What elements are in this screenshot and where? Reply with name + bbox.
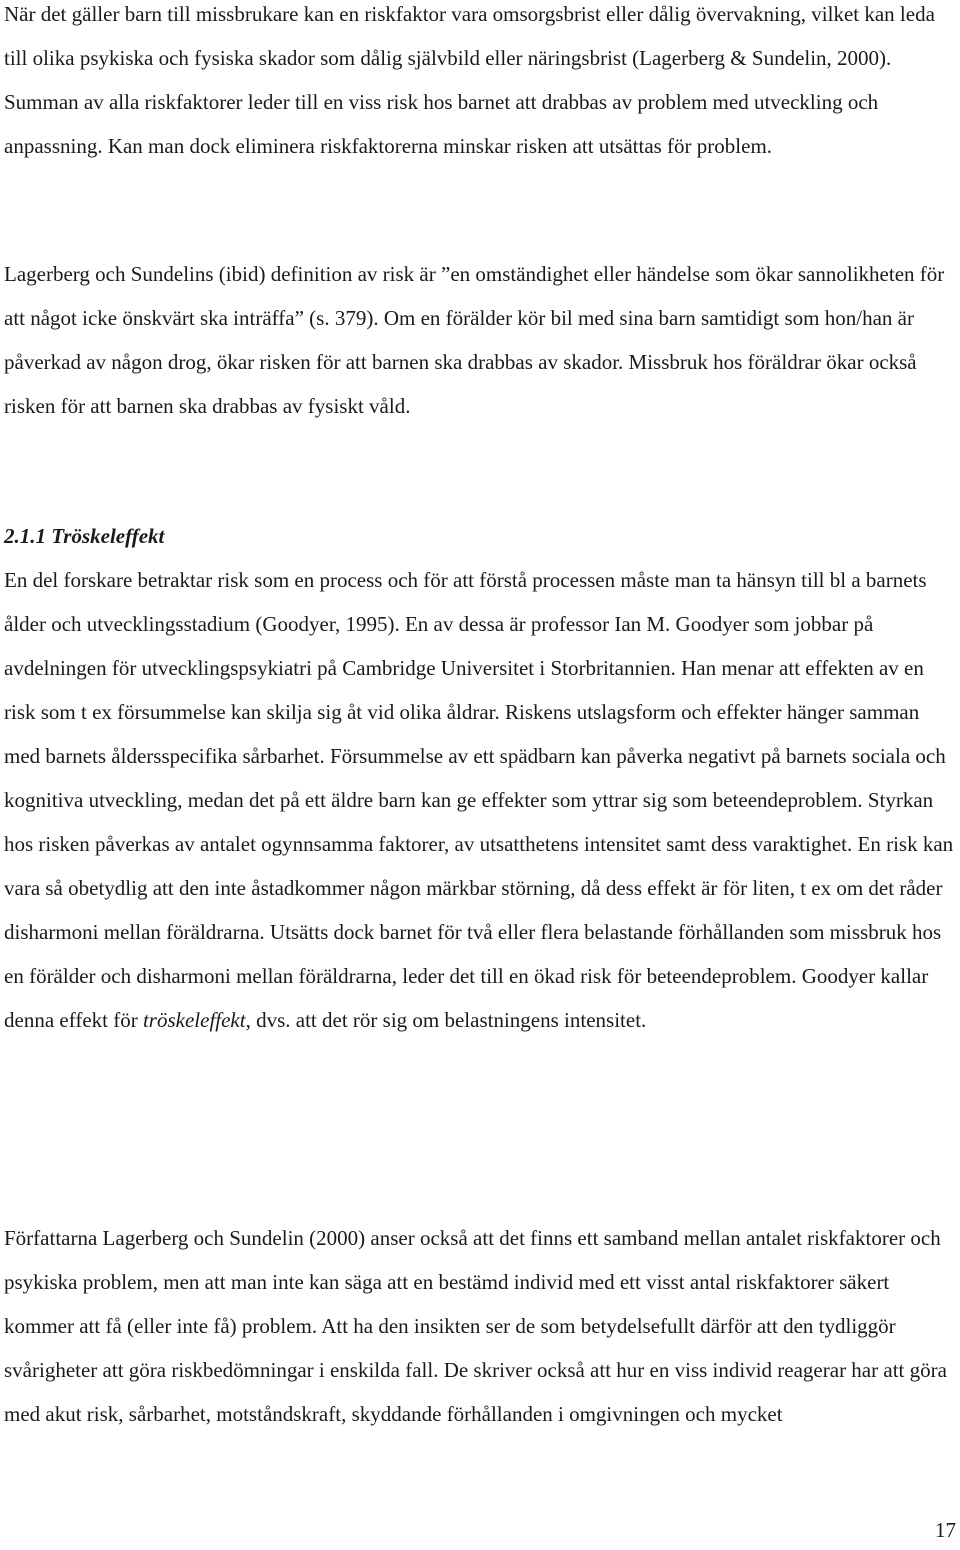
page-number: 17 bbox=[935, 1518, 956, 1542]
paragraph-3 bbox=[4, 558, 958, 1042]
text-run: När det gäller barn till missbrukare kan en riskfaktor vara omsorgsbrist eller dålig övervakning, vilket kan leda till olika psykiska och fysiska skador som dålig självbild eller näringsbrist (Lagerberg & Sundelin, 2000). Summan av alla riskfaktorer leder till en viss risk hos barnet att drabbas av problem med utveckling och anpassning. Kan man dock eliminera riskfaktorerna minskar risken att utsättas för problem. bbox=[4, 2, 935, 158]
paragraph-2 bbox=[4, 252, 958, 428]
italic-term: tröskeleffekt bbox=[142, 1008, 246, 1032]
text-run: , dvs. att det rör sig om belastningens intensitet. bbox=[245, 1008, 647, 1032]
paragraph-1 bbox=[4, 0, 958, 168]
text-run: Lagerberg och Sundelins (ibid) definition av risk är ”en omständighet eller händelse som ökar sannolikheten för att något icke önskvärt ska inträffa” (s. 379). Om en förälder kör bil med sina barn samtidigt som hon/han är påverkad av någon drog, ökar risken för att barnen ska drabbas av skador. Missbruk hos föräldrar ökar också risken för att barnen ska drabbas av fysiskt våld. bbox=[4, 262, 945, 418]
paragraph-4 bbox=[4, 1216, 958, 1436]
text-run: Författarna Lagerberg och Sundelin (2000) anser också att det finns ett samband mellan antalet riskfaktorer och psykiska problem, men att man inte kan säga att en bestämd individ med ett visst antal riskfaktorer säkert kommer att få (eller inte få) problem. Att ha den insikten ser de som betydelsefullt därför att den tydliggör svårigheter att göra riskbedömningar i enskilda fall. De skriver också att hur en viss individ reagerar har att göra med akut risk, sårbarhet, motståndskraft, skyddande förhållanden i omgivningen och mycket bbox=[4, 1226, 947, 1426]
section-heading: 2.1.1 Tröskeleffekt bbox=[4, 524, 165, 548]
text-run: En del forskare betraktar risk som en process och för att förstå processen måste man ta hänsyn till bl a barnets ålder och utvecklingsstadium (Goodyer, 1995). En av dessa är professor Ian M. Goodyer som jobbar på avdelningen för utvecklingspsykiatri på Cambridge Universitet i Storbritannien. Han menar att effekten av en risk som t ex försummelse kan skilja sig åt vid olika åldrar. Riskens utslagsform och effekter hänger samman med barnets åldersspecifika sårbarhet. Försummelse av ett spädbarn kan påverka negativt på barnets sociala och kognitiva utveckling, medan det på ett äldre barn kan ge effekter som yttrar sig som beteendeproblem. Styrkan hos risken påverkas av antalet ogynnsamma faktorer, av utsatthetens intensitet samt dess varaktighet. En risk kan vara så obetydlig att den inte åstadkommer någon märkbar störning, då dess effekt är för liten, t ex om det råder disharmoni mellan föräldrarna. Utsätts dock barnet för två eller flera belastande förhållanden som missbruk hos en förälder och disharmoni mellan föräldrarna, leder det till en ökad risk för beteendeproblem. Goodyer kallar denna effekt för bbox=[4, 568, 954, 1032]
